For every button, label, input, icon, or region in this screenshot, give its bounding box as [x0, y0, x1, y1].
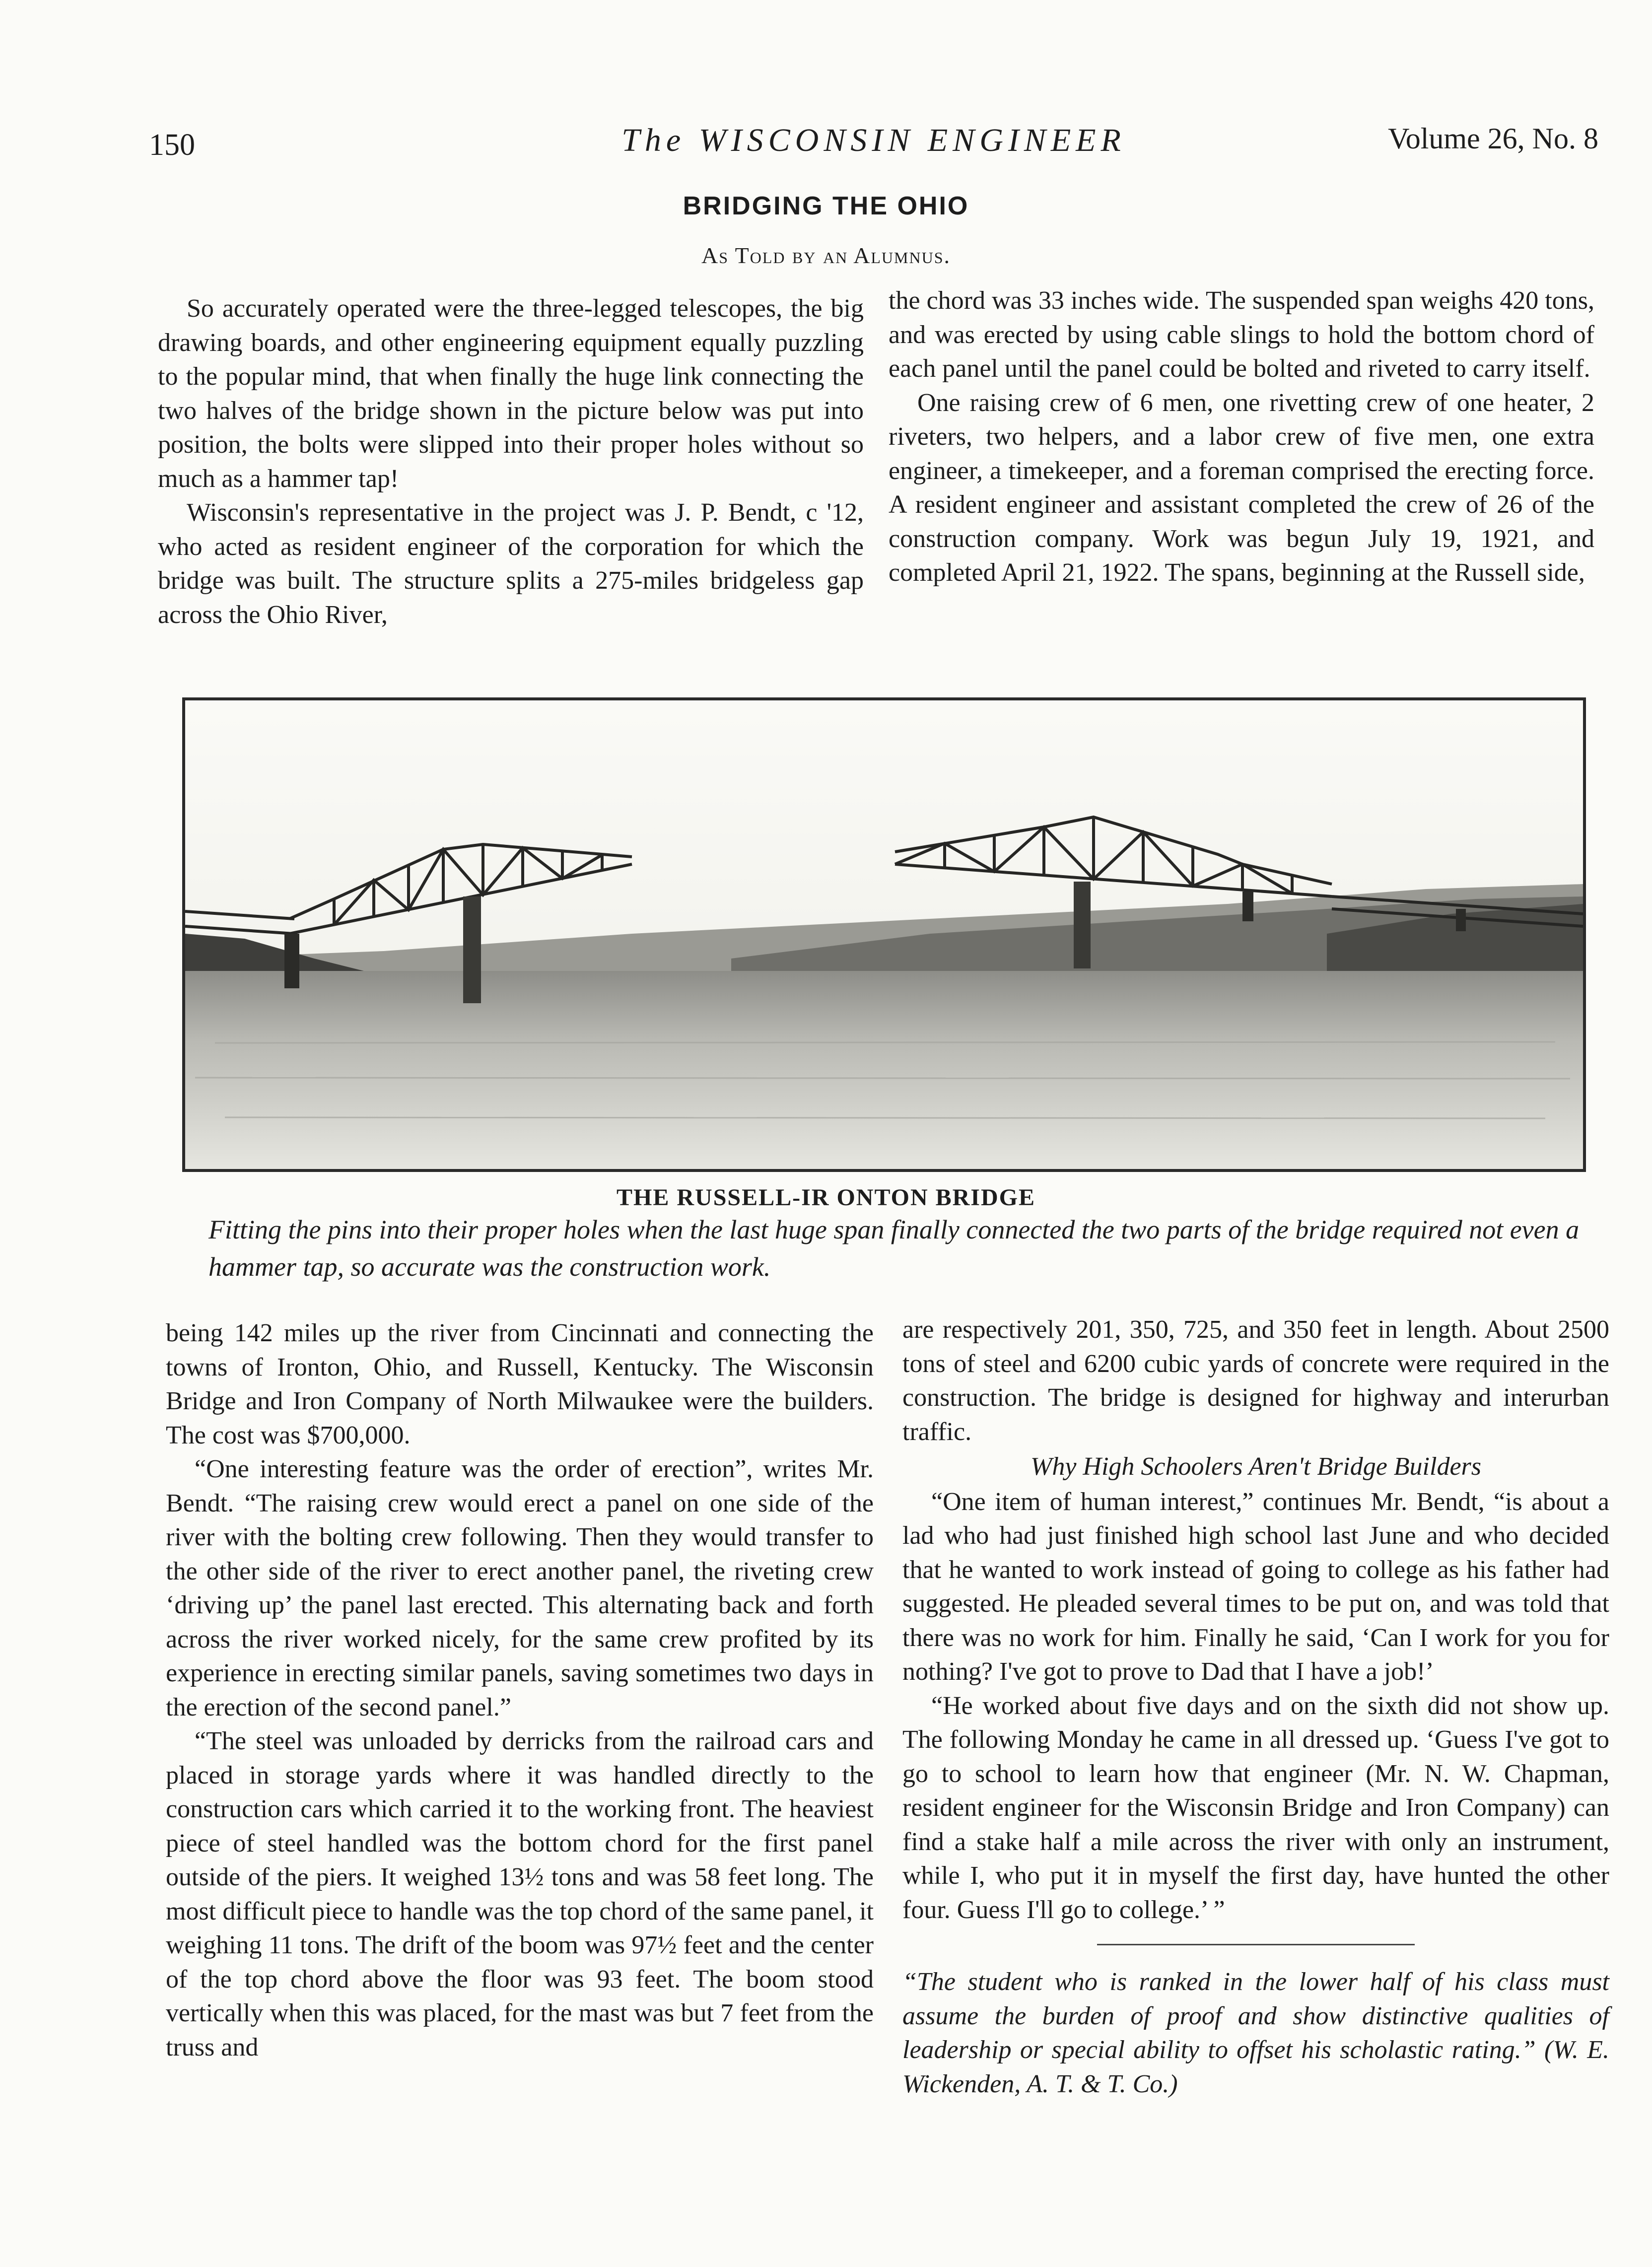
- column-top-right: [889, 284, 1594, 590]
- divider: [1097, 1944, 1415, 1945]
- photo-caption-text: Fitting the pins into their proper holes when the last huge span finally connected the two parts of the bridge required not even a hammer tap, so accurate was the construction work.: [208, 1215, 1580, 1282]
- section-subheading: Why High Schoolers Aren't Bridge Builders: [1031, 1452, 1481, 1481]
- paragraph: being 142 miles up the river from Cincinnati and connecting the towns of Ironton, Ohio, and Russell, Kentucky. The Wisconsin Bridge and Iron Company of North Milwaukee were the builders. The cost was $700,000.: [166, 1319, 874, 1449]
- journal-title: The WISCONSIN ENGINEER: [621, 122, 1126, 158]
- paragraph: “One interesting feature was the order of erection”, writes Mr. Bendt. “The raising crew would erect a panel on one side of the river with the bolting crew following. Then they would transfer to the other side of the river to erect another panel, the riveting crew ‘driving up’ the panel last erected. This alternating back and forth across the river worked nicely, for the same crew profited by its experience in erecting similar panels, saving sometimes two days in the erection of the second panel.”: [166, 1455, 874, 1721]
- running-header: [149, 117, 1598, 171]
- volume-issue: Volume 26, No. 8: [1388, 122, 1598, 155]
- article-title: BRIDGING THE OHIO: [683, 192, 969, 220]
- article-byline: As Told by an Alumnus.: [701, 243, 951, 268]
- closing-quote: [902, 1965, 1609, 2101]
- quote-text: “The student who is ranked in the lower half of his class must assume the burden of proof and show distinctive qualities of leadership or special ability to offset his scholastic rating.” (W. E. Wickenden, A. T. & T. Co.): [902, 1968, 1609, 2098]
- column-bottom-left: [166, 1316, 874, 2064]
- photo-caption-title: THE RUSSELL-IR ONTON BRIDGE: [617, 1184, 1035, 1211]
- column-bottom-right: [902, 1313, 1609, 2101]
- page-number: 150: [149, 128, 195, 162]
- paragraph: Wisconsin's representative in the project was J. P. Bendt, c '12, who acted as resident engineer of the corporation for which the bridge was built. The structure splits a 275-miles bridgeless gap across the Ohio River,: [158, 498, 864, 629]
- column-top-left: [158, 292, 864, 632]
- paragraph: So accurately operated were the three-legged telescopes, the big drawing boards, and other engineering equipment equally puzzling to the popular mind, that when finally the huge link connecting the two halves of the bridge shown in the picture below was put into position, the bolts were slipped into their proper holes without so much as a hammer tap!: [158, 294, 864, 493]
- bridge-photo-illustration: [185, 700, 1583, 1169]
- paragraph: “The steel was unloaded by derricks from the railroad cars and placed in storage yards where it was handled directly to the construction cars which carried it to the working front. The heaviest piece of steel handled was the bottom chord for the first panel outside of the piers. It weighed 13½ tons and was 58 feet long. The most difficult piece to handle was the top chord of the same panel, it weighing 11 tons. The drift of the boom was 97½ feet and the center of the top chord above the floor was 93 feet. The boom stood vertically when this was placed, for the mast was but 7 feet from the truss and: [166, 1727, 874, 2061]
- paragraph: One raising crew of 6 men, one rivetting crew of one heater, 2 riveters, two helpers, and a labor crew of five men, one extra engineer, a timekeeper, and a foreman comprised the erecting force. A resident engineer and assistant completed the crew of 26 of the construction company. Work was begun July 19, 1921, and completed April 21, 1922. The spans, beginning at the Russell side,: [889, 388, 1594, 587]
- paragraph: the chord was 33 inches wide. The suspended span weighs 420 tons, and was erected by using cable slings to hold the bottom chord of each panel until the panel could be bolted and riveted to carry itself.: [889, 286, 1594, 383]
- paragraph: are respectively 201, 350, 725, and 350 feet in length. About 2500 tons of steel and 6200 cubic yards of concrete were required in the construction. The bridge is designed for highway and interurban traffic.: [902, 1315, 1609, 1446]
- paragraph: “He worked about five days and on the sixth did not show up. The following Monday he came in all dressed up. ‘Guess I've got to go to school to learn how that engineer (Mr. N. W. Chapman, resident engineer for the Wisconsin Bridge and Iron Company) can find a stake half a mile across the river with only an instrument, while I, who put it in myself the first day, have hunted the other four. Guess I'll go to college.’ ”: [902, 1691, 1609, 1924]
- paragraph: “One item of human interest,” continues Mr. Bendt, “is about a lad who had just finished high school last June and who decided that he wanted to work instead of going to college as his father had suggested. He pleaded several times to be put on, and was told that there was no work for him. Finally he said, ‘Can I work for you for nothing? I've got to prove to Dad that I have a job!’: [902, 1487, 1609, 1686]
- bridge-photo: [182, 697, 1586, 1172]
